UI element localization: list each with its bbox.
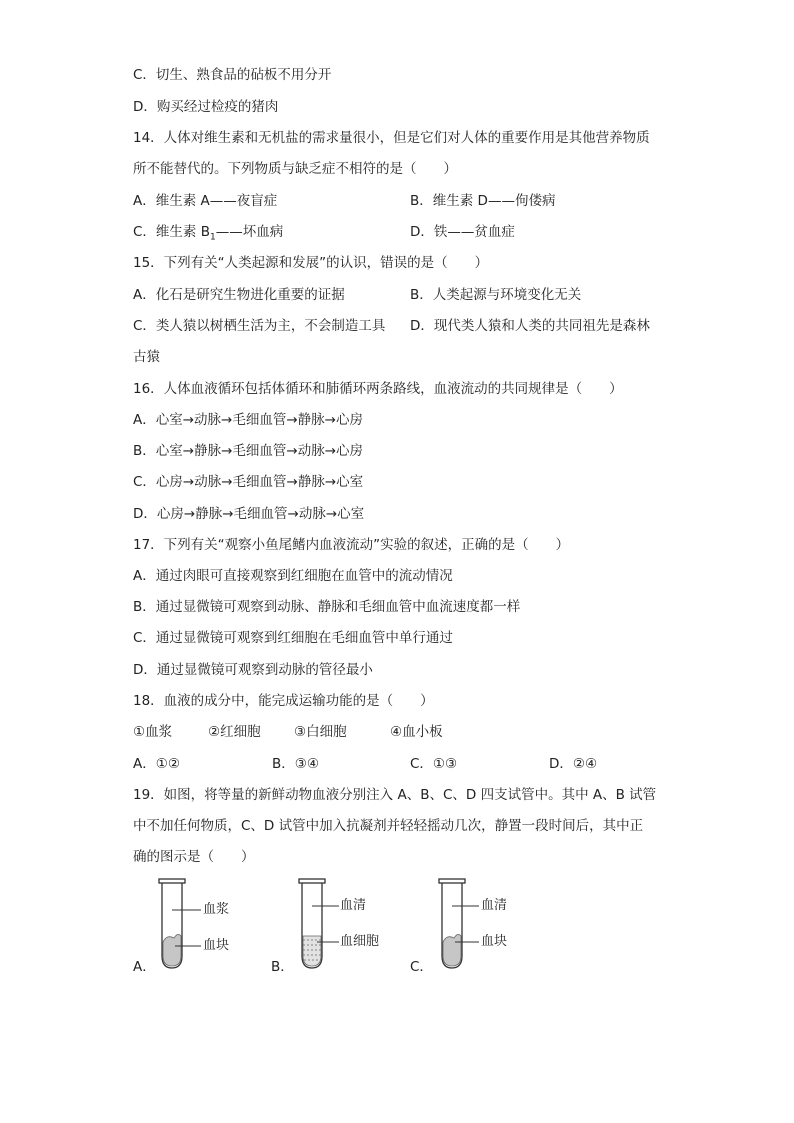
q14-option-c (133, 223, 283, 247)
q14-option-d: D．铁——贫血症 (410, 224, 515, 240)
q14-option-c-suffix: ——坏血病 (215, 224, 284, 240)
q16-option-d: D．心房→静脉→毛细血管→动脉→心室 (133, 506, 365, 522)
q18-item-4: ④血小板 (390, 724, 443, 740)
q18-item-3: ③白细胞 (294, 724, 347, 740)
tube-b-bottom-label: 血细胞 (340, 934, 380, 949)
q13-option-c: C．切生、熟食品的砧板不用分开 (133, 67, 332, 83)
tube-c-top-label: 血清 (481, 898, 508, 913)
q13-option-d: D．购买经过检疫的猪肉 (133, 99, 279, 115)
q18-stem: 18．血液的成分中，能完成运输功能的是（ ） (133, 693, 434, 709)
q14-option-a: A．维生素 A——夜盲症 (133, 193, 278, 209)
q19-stem-line3: 确的图示是（ ） (133, 849, 255, 865)
q18-item-1: ①血浆 (133, 724, 173, 740)
tube-a-top-label: 血浆 (203, 902, 230, 917)
figure-a-letter: A． (133, 959, 156, 975)
q18-option-a: A．①② (133, 756, 180, 772)
q16-stem: 16．人体血液循环包括体循环和肺循环两条路线，血液流动的共同规律是（ ） (133, 381, 623, 397)
q18-option-c: C．①③ (410, 756, 458, 772)
q18-option-d: D．②④ (549, 756, 598, 772)
q17-option-b: B．通过显微镜可观察到动脉、静脉和毛细血管中血流速度都一样 (133, 599, 521, 615)
q14-stem-line2: 所不能替代的。下列物质与缺乏症不相符的是（ ） (133, 161, 457, 177)
q15-option-d-line1: D．现代类人猿和人类的共同祖先是森林 (410, 318, 650, 334)
q17-option-a: A．通过肉眼可直接观察到红细胞在血管中的流动情况 (133, 568, 453, 584)
q16-option-a: A．心室→动脉→毛细血管→静脉→心房 (133, 412, 363, 428)
tube-a-bottom-label: 血块 (203, 938, 230, 953)
q16-option-c: C．心房→动脉→毛细血管→静脉→心室 (133, 474, 364, 490)
q19-stem-line1: 19．如图，将等量的新鲜动物血液分别注入 A、B、C、D 四支试管中。其中 A、B 试管 (133, 787, 657, 803)
test-tube-a (155, 876, 235, 972)
q18-option-b: B．③④ (272, 756, 319, 772)
q19-stem-line2: 中不加任何物质，C、D 试管中加入抗凝剂并轻轻摇动几次，静置一段时间后，其中正 (133, 818, 644, 834)
test-tube-c (435, 876, 515, 972)
figure-b-letter: B． (271, 959, 294, 975)
q14-stem-line1: 14．人体对维生素和无机盐的需求量很小，但是它们对人体的重要作用是其他营养物质 (133, 130, 650, 146)
tube-b-top-label: 血清 (340, 898, 367, 913)
q17-option-c: C．通过显微镜可观察到红细胞在毛细血管中单行通过 (133, 630, 453, 646)
q16-option-b: B．心室→静脉→毛细血管→动脉→心房 (133, 443, 364, 459)
q14-option-b: B．维生素 D——佝偻病 (410, 193, 556, 209)
q14-option-c-subscript: 1 (209, 232, 216, 243)
q15-option-d-line2: 古猿 (133, 349, 160, 365)
q14-option-c-prefix: C．维生素 B (133, 224, 210, 240)
q15-option-b: B．人类起源与环境变化无关 (410, 287, 582, 303)
q18-item-2: ②红细胞 (208, 724, 261, 740)
test-tube-b (295, 876, 375, 972)
q17-stem: 17．下列有关“观察小鱼尾鳍内血液流动”实验的叙述，正确的是（ ） (133, 537, 570, 553)
q15-option-c: C．类人猿以树栖生活为主，不会制造工具 (133, 318, 386, 334)
q17-option-d: D．通过显微镜可观察到动脉的管径最小 (133, 662, 373, 678)
q15-stem: 15．下列有关“人类起源和发展”的认识，错误的是（ ） (133, 255, 489, 271)
q15-option-a: A．化石是研究生物进化重要的证据 (133, 287, 345, 303)
figure-c-letter: C． (410, 959, 433, 975)
tube-c-bottom-label: 血块 (481, 934, 508, 949)
